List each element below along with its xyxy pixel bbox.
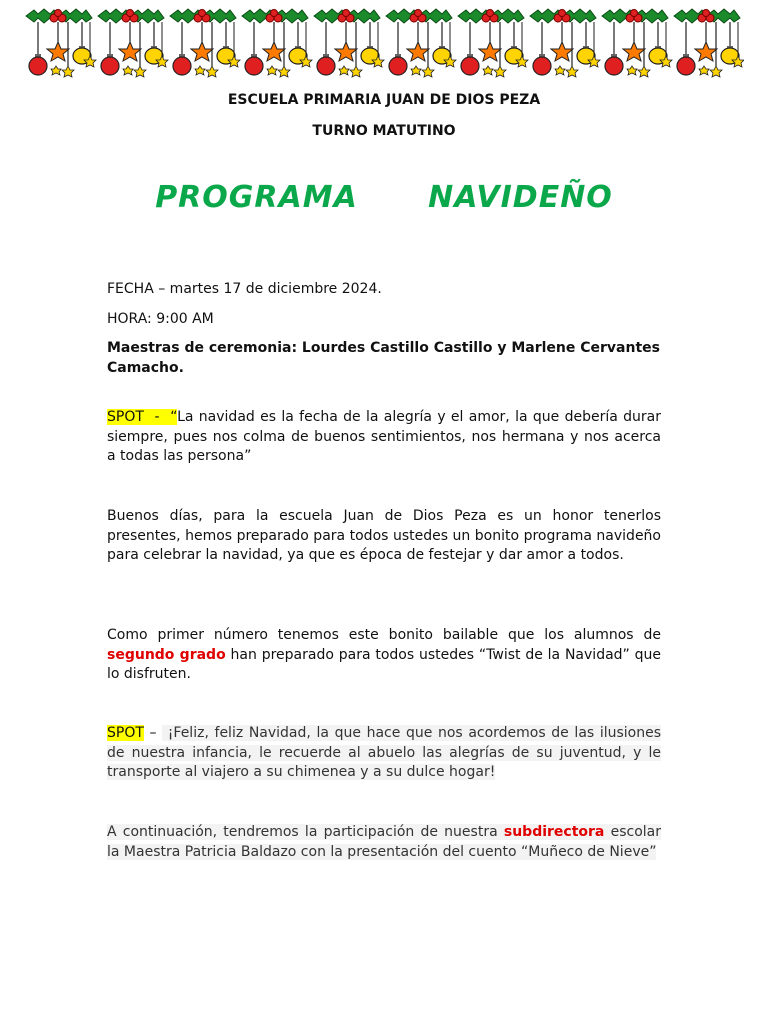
paragraph-text: A continuación, tendremos la participación de nuestra [107,824,504,840]
christmas-holly-ornament-border-icon [24,6,744,86]
paragraph-text: han preparado para todos ustedes “Twist de la Navidad” que lo disfruten. [107,646,662,682]
spot-paragraph-1 [107,408,661,467]
ceremony-hosts: Maestras de ceremonia: Lourdes Castillo Castillo y Marlene Cervantes Camacho. [107,340,660,376]
spot-label: SPOT - “ [107,409,178,425]
welcome-paragraph: Buenos días, para la escuela Juan de Dios Peza es un honor tenerlos presentes, hemos preparado para todos ustedes un bonito programa navideño para celebrar la navidad, ya que es época de festejar y dar amor a todos. [107,508,661,563]
first-number-paragraph [107,626,661,685]
spot-label: SPOT [107,725,144,741]
shift-heading: TURNO MATUTINO [312,123,456,139]
school-name-heading: ESCUELA PRIMARIA JUAN DE DIOS PEZA [227,92,541,108]
spot-text: La navidad es la fecha de la alegría y el amor, la que debería durar siempre, pues nos colma de buenos sentimientos, nos hermana y nos acerca a todas las persona” [107,409,661,464]
paragraph-text: Como primer número tenemos este bonito bailable que los alumnos de [107,627,661,643]
spot-text: ¡Feliz, feliz Navidad, la que hace que nos acordemos de las ilusiones de nuestra infancia, le recuerde al abuelo las alegrías de su juventud, y le transporte al viajero a su chimenea y a su dulce hogar! [107,725,661,780]
grade-highlight: segundo grado [107,646,226,663]
spot-paragraph-2 [107,724,661,783]
time-line: HORA: 9:00 AM [107,311,214,327]
subdirector-highlight: subdirectora [503,824,605,840]
next-participation-paragraph [107,823,661,862]
paragraph-text: escolar la Maestra Patricia Baldazo con la presentación del cuento “Muñeco de Nieve” [107,824,661,860]
program-title: PROGRAMA NAVIDEÑO [155,180,613,215]
spot-dash: – [143,725,163,741]
date-line: FECHA – martes 17 de diciembre 2024. [107,281,382,297]
